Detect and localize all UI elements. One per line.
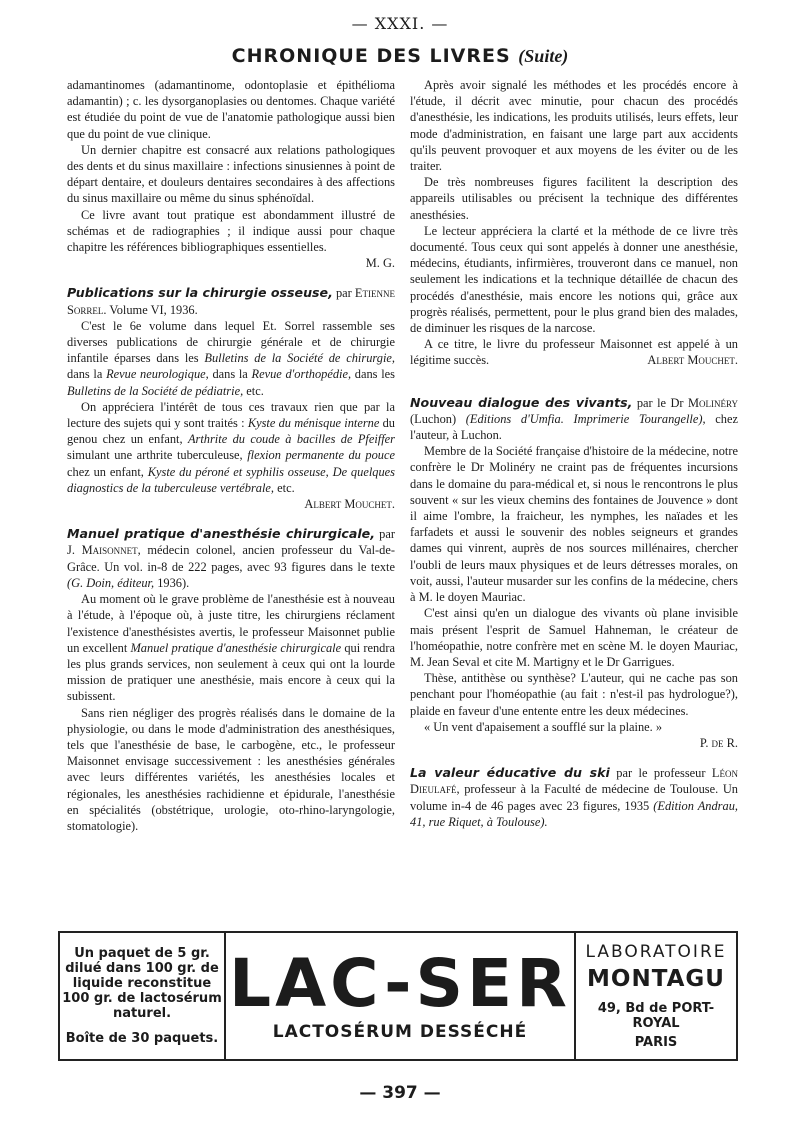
book2-publisher: (G. Doin, éditeur,: [67, 575, 155, 590]
b1p2b: Kyste du ménisque interne: [247, 416, 380, 431]
book2-author: Maisonnet,: [81, 543, 141, 558]
book2-year: 1936).: [157, 575, 190, 590]
book1-by: par: [335, 286, 352, 301]
book1-paragraph-1: [67, 318, 395, 399]
b1p2f: flexion permanente du pouce: [247, 448, 395, 463]
book3-quote: « Un vent d'apaisement a soufflé sur la plaine. »: [424, 719, 663, 734]
b1p1d: Revue neurologique,: [106, 367, 209, 382]
book3-heading: [410, 395, 738, 444]
book2-paragraph-5: Le lecteur appréciera la clarté et la méthode de ce livre très documenté. Tous ceux qui sont appelés à donner une anesthésie, médecins, étudiants, infirmières, trouveront dans ce manuel, non seulement les indications et la technique détaillée de chacun des procédés d'anesthésie, mais encore les notions qui, grâce aux progrès réalisés, permettent, pour le plus grand bien des malades, de diminuer les risques de la narcose.: [410, 223, 738, 336]
b1p2e: simulant une arthrite tuberculeuse,: [67, 448, 243, 463]
book3-paragraph-1: Membre de la Société française d'histoire de la médecine, notre confrère le Dr Molinéry ne craint pas de fréquentes incursions dans le domaine du para-médical et, si nous le rencontrons le plus souvent « sur les vieux chemins des fontaines de Jouvence » dont il aime l'ombre, la fraicheur, les nymphes, les naïades et les farfadets et aussi le souvenir des nobles seigneurs et grandes dames qui vinrent, auprès de nos sources millénaires, chercher l'oubli de leurs maux physiques et de leurs détresses morales, on voit, aussi, l'auteur musarder sur les confins de la médecine, chers à M. le doyen Mauriac.: [410, 444, 738, 605]
b2p6: A ce titre, le livre du professeur Maisonnet est appelé à un légitime succès.: [410, 337, 738, 368]
ad-laboratory: [576, 933, 736, 1059]
ad-lab-city: PARIS: [634, 1035, 678, 1050]
ad-lab-address: 49, Bd de PORT-ROYAL: [597, 1001, 715, 1031]
b2p1b: Manuel pratique d'anesthésie chirurgicale: [130, 640, 342, 655]
book3-title: Nouveau dialogue des vivants,: [410, 394, 633, 410]
ad-product-info: [60, 933, 226, 1059]
b2p1c: qui rendra les plus grands services, non seulement à ceux qui ont la lourde mission de pratiquer une anesthésie, mais encore à ceux qui la subissent.: [67, 640, 395, 704]
book3-paragraph-3: Thèse, antithèse ou synthèse? L'auteur, qui ne cache pas son penchant pour l'homéopathie (au fait : n'est-il pas hydrologue?), plaide en faveur d'une entente entre les deux médecines.: [410, 671, 738, 718]
book2-paragraph-3: Après avoir signalé les méthodes et les procédés encore à l'étude, il décrit avec minutie, pour chacun des procédés d'anesthésie, les indications, les produits utilisés, leurs effets, leur mode d'administration, en faisant une large part aux accidents qu'ils peuvent provoquer et aux moyens de les éviter ou de les traiter.: [410, 78, 738, 174]
title-text: CHRONIQUE DES LIVRES: [231, 45, 511, 67]
book4-author: Léon Dieulafé,: [410, 766, 738, 797]
b1p1h: Bulletins de la Société de pédiatrie,: [67, 383, 244, 398]
book4-heading: [410, 765, 738, 830]
ad-info-line: naturel.: [112, 1006, 172, 1021]
ad-info-line: 100 gr. de lactosérum: [62, 991, 222, 1006]
intro-paragraph-1: adamantinomes (adamantinome, odontoplasie et épithélioma adamantin) ; c. les dysorganoplasies ou dentomes. Chaque variété est étudiée du point de vue de l'anatomie pathologique aussi bien que du point de vue clinique.: [67, 78, 395, 141]
book2-signature: Albert Mouchet.: [647, 353, 738, 368]
ad-lab-label: LABORATOIRE: [585, 942, 727, 962]
b1p1g: dans les: [354, 367, 395, 382]
b1p2g: chez un enfant,: [67, 464, 144, 479]
book2-paragraph-2: Sans rien négliger des progrès réalisés dans le domaine de la physiologie, ou dans le mode d'administration des anesthésiques, tels que l'anesthésie de base, le carbogène, etc., le professeur Maisonnet envisage successivement : les anesthésies générales avec leurs différentes variétés, les anesthésies locales et régionales, les anesthésies rachidienne et épidurale, l'anesthésie en spécialités (obstétrique, urologie, oto-rhino-laryngologie, stomatologie).: [67, 705, 395, 833]
book4-title: La valeur éducative du ski: [410, 765, 610, 781]
book2-title: Manuel pratique d'anesthésie chirurgicale,: [67, 526, 376, 542]
book2-desc: médecin colonel, ancien professeur du Val-de-Grâce. Un vol. in-8 de 222 pages, avec 93 figures dans le texte: [67, 543, 395, 574]
left-column: [67, 77, 395, 834]
intro-signature: M. G.: [365, 256, 395, 271]
ad-brand: [226, 933, 576, 1059]
b1p1a: C'est le 6e volume dans lequel Et. Sorrel rassemble ses diverses publications de chirurgie générale et de chirurgie infantile éparses dans les: [67, 318, 395, 366]
book1-heading: [67, 285, 395, 317]
ad-lab-name: MONTAGU: [587, 966, 725, 992]
ad-info-line: dilué dans 100 gr. de: [65, 961, 219, 976]
b2p1a: Au moment où le grave problème de l'anesthésie est à nouveau à l'étude, à l'époque où, à juste titre, les chirurgiens réclament l'existence d'anesthésistes avertis, le professeur Maisonnet publie un excellent: [67, 592, 395, 655]
b1p1c: dans la: [67, 367, 103, 382]
b1p1f: Revue d'orthopédie,: [251, 367, 352, 382]
page-roman-numeral: — XXXI. —: [351, 14, 449, 33]
book3-signature: P. de R.: [699, 735, 738, 750]
book1-title: Publications sur la chirurgie osseuse,: [67, 285, 333, 301]
b1p1b: Bulletins de la Société de chirurgie,: [204, 351, 395, 366]
book2-paragraph-6: [410, 336, 738, 368]
book1-paragraph-2: [67, 399, 395, 496]
advertisement: [58, 931, 738, 1061]
ad-info-line: Un paquet de 5 gr.: [74, 946, 210, 961]
b1p2h: Kyste du péroné et syphilis osseuse, De quelques diagnostics de la tuberculeuse vertébrale,: [67, 464, 395, 495]
book2-heading: [67, 526, 395, 591]
book2-paragraph-4: De très nombreuses figures facilitent la description des appareils utilisables ou précisent la technique des différentes anesthésies.: [410, 175, 738, 222]
ad-brand-name: LAC-SER: [229, 945, 571, 1022]
book4-desc: professeur à la Faculté de médecine de Toulouse. Un volume in-4 de 46 pages avec 23 figures, 1935: [410, 782, 738, 813]
title-suite: (Suite): [518, 46, 569, 66]
book1-author: Etienne Sorrel.: [67, 286, 395, 317]
b1p1e: dans la: [212, 367, 248, 382]
page-number: — 397 —: [359, 1083, 441, 1103]
book3-publisher: (Editions d'Umfia. Imprimerie Tourangelle),: [465, 411, 706, 426]
b1p2d: Arthrite du coude à bacilles de Pfeiffer: [187, 432, 396, 447]
book3-by: par le Dr: [636, 395, 684, 410]
book4-by: par le professeur: [616, 766, 706, 781]
book3-where: chez l'auteur, à Luchon.: [410, 411, 738, 443]
b1p2i: etc.: [277, 480, 295, 495]
book4-publisher: (Edition Andrau, 41, rue Riquet, à Toulouse).: [410, 798, 738, 829]
book2-paragraph-1: [67, 591, 395, 704]
b1p2c: du genou chez un enfant,: [67, 416, 395, 447]
b1p1i: etc.: [246, 383, 264, 398]
b1p2a: On appréciera l'intérêt de tous ces travaux rien que par la lecture des sujets qui y sont traités :: [67, 399, 395, 431]
right-column: [410, 77, 738, 830]
book1-volume: Volume VI, 1936.: [109, 302, 198, 317]
book3-author: Molinéry: [687, 395, 738, 410]
ad-package-size: Boîte de 30 paquets.: [65, 1031, 219, 1046]
intro-paragraph-2: Un dernier chapitre est consacré aux relations pathologiques des dents et du sinus maxillaire : infections sinusiennes à point de départ dentaire, et douleurs dentaires secondaires à des affections du sinus maxillaire ou même du sinus sphénoïdal.: [67, 142, 395, 206]
book3-place: (Luchon): [410, 411, 457, 426]
book3-paragraph-2: C'est ainsi qu'en un dialogue des vivants où plane invisible mais présent l'esprit de Samuel Hahneman, le créateur de l'homéopathie, notre confrère met en scène M. le doyen Mauriac, M. Jean Seval et cite M. Martigny et le Dr Garrigues.: [410, 606, 738, 669]
book2-by: par J.: [67, 527, 395, 558]
ad-info-line: liquide reconstitue: [72, 976, 212, 991]
ad-brand-subtitle: LACTOSÉRUM DESSÉCHÉ: [272, 1022, 528, 1042]
book1-signature: Albert Mouchet.: [304, 497, 395, 512]
page-title: [0, 45, 800, 67]
intro-paragraph-3: Ce livre avant tout pratique est abondamment illustré de schémas et de radiographies ; il indique aussi pour chaque chapitre les références bibliographiques essentielles.: [67, 207, 395, 255]
